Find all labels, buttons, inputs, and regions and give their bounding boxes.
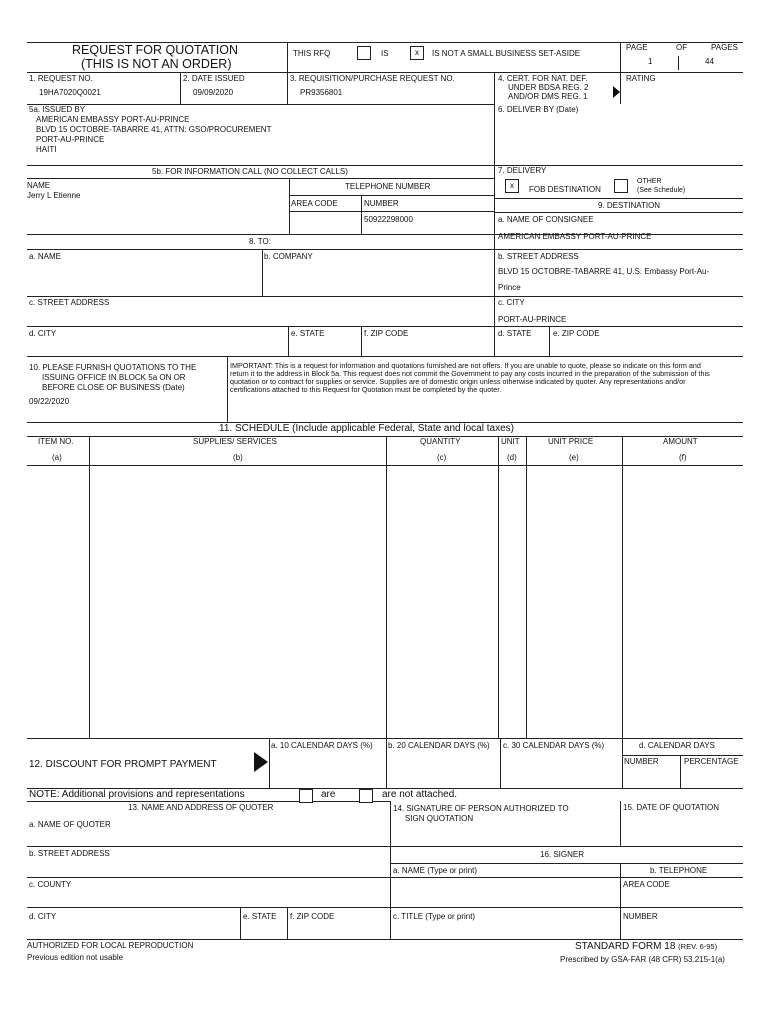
rule xyxy=(27,846,743,847)
col-supplies: SUPPLIES/ SERVICES xyxy=(193,437,277,446)
quoter-county-label: c. COUNTY xyxy=(29,880,72,889)
page-label: PAGE xyxy=(626,43,648,52)
dest-street-value: BLVD 15 OCTOBRE-TABARRE 41, U.S. Embassy Port-Au- xyxy=(498,267,710,276)
rule xyxy=(361,195,362,234)
date-issued-label: 2. DATE ISSUED xyxy=(183,74,245,83)
discount-percentage-label: PERCENTAGE xyxy=(684,757,739,766)
rule xyxy=(289,211,494,212)
see-schedule-label: (See Schedule) xyxy=(637,187,686,194)
consignee-value: AMERICAN EMBASSY PORT-AU-PRINCE xyxy=(498,232,652,241)
to-name-label: a. NAME xyxy=(29,252,62,261)
discount-calendar-days: d. CALENDAR DAYS xyxy=(639,741,715,750)
rule xyxy=(526,436,527,738)
form-number: STANDARD FORM 18 xyxy=(575,941,676,952)
col-item-no-sub: (a) xyxy=(52,453,62,462)
discount-label: 12. DISCOUNT FOR PROMPT PAYMENT xyxy=(29,759,217,770)
rule xyxy=(262,249,263,296)
number-label: NUMBER xyxy=(364,199,399,208)
form-revision: (REV. 6-95) xyxy=(678,942,718,951)
delivery-label: 7. DELIVERY xyxy=(498,166,547,175)
schedule-title: 11. SCHEDULE (Include applicable Federal, State and local taxes) xyxy=(219,423,514,434)
previous-edition: Previous edition not usable xyxy=(27,953,124,962)
cert-label-3: AND/OR DMS REG. 1 xyxy=(508,92,588,101)
provisions-are-checkbox[interactable] xyxy=(299,789,313,803)
prescribed-by: Prescribed by GSA-FAR (48 CFR) 53.215-1(a) xyxy=(560,955,725,964)
signer-label: 16. SIGNER xyxy=(540,850,585,859)
rule xyxy=(227,356,228,422)
cert-label-2: UNDER BDSA REG. 2 xyxy=(508,83,589,92)
are-not-label: are not attached. xyxy=(382,789,458,800)
to-state-label: e. STATE xyxy=(291,329,325,338)
col-amount-sub: (f) xyxy=(679,453,687,462)
set-aside-is-not-checkbox[interactable]: x xyxy=(410,46,424,60)
dest-state-label: d. STATE xyxy=(498,329,532,338)
rule xyxy=(494,198,743,199)
rule xyxy=(289,178,290,234)
quoter-name-label: a. NAME OF QUOTER xyxy=(29,820,111,829)
pages-label: PAGES xyxy=(711,43,738,52)
rule xyxy=(500,738,501,788)
form-title: REQUEST FOR QUOTATION xyxy=(72,43,238,57)
arrow-right-icon xyxy=(254,752,268,772)
issued-by-line: PORT-AU-PRINCE xyxy=(36,135,105,144)
signer-area-code-label: AREA CODE xyxy=(623,880,670,889)
form-subtitle: (THIS IS NOT AN ORDER) xyxy=(81,57,232,71)
dest-city-label: c. CITY xyxy=(498,298,525,307)
cert-label-1: 4. CERT. FOR NAT. DEF. xyxy=(498,74,588,83)
request-no-value: 19HA7020Q0021 xyxy=(39,88,101,97)
to-company-label: b. COMPANY xyxy=(264,252,313,261)
standard-form-name xyxy=(575,942,717,952)
quoter-zip-label: f. ZIP CODE xyxy=(290,912,335,921)
col-quantity-sub: (c) xyxy=(437,453,447,462)
col-unit-sub: (d) xyxy=(507,453,517,462)
deliver-by-label: 6. DELIVER BY (Date) xyxy=(498,105,579,114)
rule xyxy=(287,907,288,939)
rule xyxy=(680,755,681,788)
rule xyxy=(620,42,621,104)
rule xyxy=(27,296,743,297)
fob-destination-label: FOB DESTINATION xyxy=(529,185,601,194)
rule xyxy=(89,436,90,738)
col-unit-price-sub: (e) xyxy=(569,453,579,462)
rule xyxy=(386,436,387,788)
request-no-label: 1. REQUEST NO. xyxy=(29,74,93,83)
col-unit: UNIT xyxy=(501,437,520,446)
to-street-label: c. STREET ADDRESS xyxy=(29,298,110,307)
rule xyxy=(27,165,743,166)
consignee-label: a. NAME OF CONSIGNEE xyxy=(498,215,594,224)
rule xyxy=(27,436,743,437)
area-code-label: AREA CODE xyxy=(291,199,338,208)
rule xyxy=(620,801,621,846)
other-delivery-checkbox[interactable] xyxy=(614,179,628,193)
is-not-small-label: IS NOT A SMALL BUSINESS SET-ASIDE xyxy=(432,49,581,58)
authorized-reproduction: AUTHORIZED FOR LOCAL REPRODUCTION xyxy=(27,941,194,950)
col-amount: AMOUNT xyxy=(663,437,698,446)
rule xyxy=(390,863,743,864)
rule xyxy=(27,877,743,878)
dest-city-value: PORT-AU-PRINCE xyxy=(498,315,567,324)
rule xyxy=(27,249,743,250)
rule xyxy=(27,326,743,327)
rule xyxy=(27,178,494,179)
furnish-label: 10. PLEASE FURNISH QUOTATIONS TO THE xyxy=(29,363,197,372)
rule xyxy=(678,56,679,70)
to-label: 8. TO: xyxy=(249,237,271,246)
signer-telephone-label: b. TELEPHONE xyxy=(650,866,708,875)
set-aside-is-checkbox[interactable] xyxy=(357,46,371,60)
rule xyxy=(620,863,621,939)
to-city-label: d. CITY xyxy=(29,329,57,338)
rule xyxy=(288,326,289,356)
page-value: 1 xyxy=(648,57,653,66)
dest-street-value: Prince xyxy=(498,283,521,292)
dest-street-label: b. STREET ADDRESS xyxy=(498,252,579,261)
date-of-quotation-label: 15. DATE OF QUOTATION xyxy=(623,803,720,812)
rating-label: RATING xyxy=(626,74,656,83)
rule xyxy=(27,907,743,908)
issued-by-label: 5a. ISSUED BY xyxy=(29,105,86,114)
rule xyxy=(27,738,743,739)
dest-zip-label: e. ZIP CODE xyxy=(553,329,600,338)
rule xyxy=(361,326,362,356)
telephone-label: TELEPHONE NUMBER xyxy=(345,182,431,191)
destination-label: 9. DESTINATION xyxy=(598,201,661,210)
rule xyxy=(27,465,743,466)
rule xyxy=(27,801,390,802)
quoter-label: 13. NAME AND ADDRESS OF QUOTER xyxy=(128,803,274,812)
requisition-label: 3. REQUISITION/PURCHASE REQUEST NO. xyxy=(290,74,455,83)
discount-20-days: b. 20 CALENDAR DAYS (%) xyxy=(388,741,490,750)
info-call-label: 5b. FOR INFORMATION CALL (NO COLLECT CALLS) xyxy=(152,167,348,176)
issued-by-line: AMERICAN EMBASSY PORT-AU-PRINCE xyxy=(36,115,190,124)
are-label: are xyxy=(321,789,336,800)
discount-10-days: a. 10 CALENDAR DAYS (%) xyxy=(271,741,373,750)
signer-title-label: c. TITLE (Type or print) xyxy=(393,912,476,921)
rule xyxy=(269,738,270,788)
col-supplies-sub: (b) xyxy=(233,453,243,462)
rule xyxy=(498,436,499,738)
rule xyxy=(390,801,391,939)
arrow-right-icon xyxy=(613,86,620,98)
signature-label: 14. SIGNATURE OF PERSON AUTHORIZED TO xyxy=(393,804,569,813)
rule xyxy=(27,72,743,73)
rule xyxy=(622,436,623,788)
signature-label: SIGN QUOTATION xyxy=(405,814,474,823)
issued-by-line: HAITI xyxy=(36,145,57,154)
of-label: OF xyxy=(676,43,688,52)
pages-value: 44 xyxy=(705,57,714,66)
rule xyxy=(622,755,743,756)
name-label: NAME xyxy=(27,181,51,190)
rule xyxy=(287,42,288,104)
signer-number-label: NUMBER xyxy=(623,912,658,921)
to-zip-label: f. ZIP CODE xyxy=(364,329,409,338)
rule xyxy=(27,356,743,357)
col-quantity: QUANTITY xyxy=(420,437,461,446)
quote-due-date: 09/22/2020 xyxy=(29,397,70,406)
date-issued-value: 09/09/2020 xyxy=(193,88,234,97)
provisions-are-not-checkbox[interactable] xyxy=(359,789,373,803)
note-label: NOTE: Additional provisions and representations xyxy=(29,789,245,800)
col-item-no: ITEM NO. xyxy=(38,437,74,446)
signer-name-label: a. NAME (Type or print) xyxy=(393,866,478,875)
important-notice: IMPORTANT: This is a request for information and quotations furnished are not offers. If you are unable to quote, please so indicate on this form and return it to the address in Block 5a. This request does not commit the Government to pay any costs incurred in the preparation of the submission of this quotation or to contract for supplies or service. Supplies are of domestic origin unless otherwise indicated by quoter. Any representations and/or certifications attached to this Request for Quotation must be completed by the quoter. xyxy=(230,361,710,395)
rule xyxy=(27,104,494,105)
rule xyxy=(549,326,550,356)
quoter-city-label: d. CITY xyxy=(29,912,57,921)
quoter-street-label: b. STREET ADDRESS xyxy=(29,849,110,858)
furnish-label: ISSUING OFFICE IN BLOCK 5a ON OR xyxy=(42,373,186,382)
col-unit-price: UNIT PRICE xyxy=(548,437,594,446)
rule xyxy=(494,72,495,356)
rule xyxy=(27,939,743,940)
rule xyxy=(240,907,241,939)
quoter-state-label: e. STATE xyxy=(243,912,277,921)
this-rfq-label: THIS RFQ xyxy=(293,49,331,58)
other-label: OTHER xyxy=(637,178,662,185)
issued-by-line: BLVD 15 OCTOBRE-TABARRE 41, ATTN: GSO/PROCUREMENT xyxy=(36,125,272,134)
is-label: IS xyxy=(381,49,389,58)
fob-destination-checkbox[interactable]: x xyxy=(505,179,519,193)
discount-number-label: NUMBER xyxy=(624,757,659,766)
rule xyxy=(494,212,743,213)
discount-30-days: c. 30 CALENDAR DAYS (%) xyxy=(503,741,605,750)
rule xyxy=(289,195,494,196)
phone-number: 50922298000 xyxy=(364,215,413,224)
contact-name: Jerry L Etienne xyxy=(27,191,81,200)
furnish-label: BEFORE CLOSE OF BUSINESS (Date) xyxy=(42,383,185,392)
requisition-value: PR9356801 xyxy=(300,88,343,97)
rule xyxy=(180,72,181,104)
